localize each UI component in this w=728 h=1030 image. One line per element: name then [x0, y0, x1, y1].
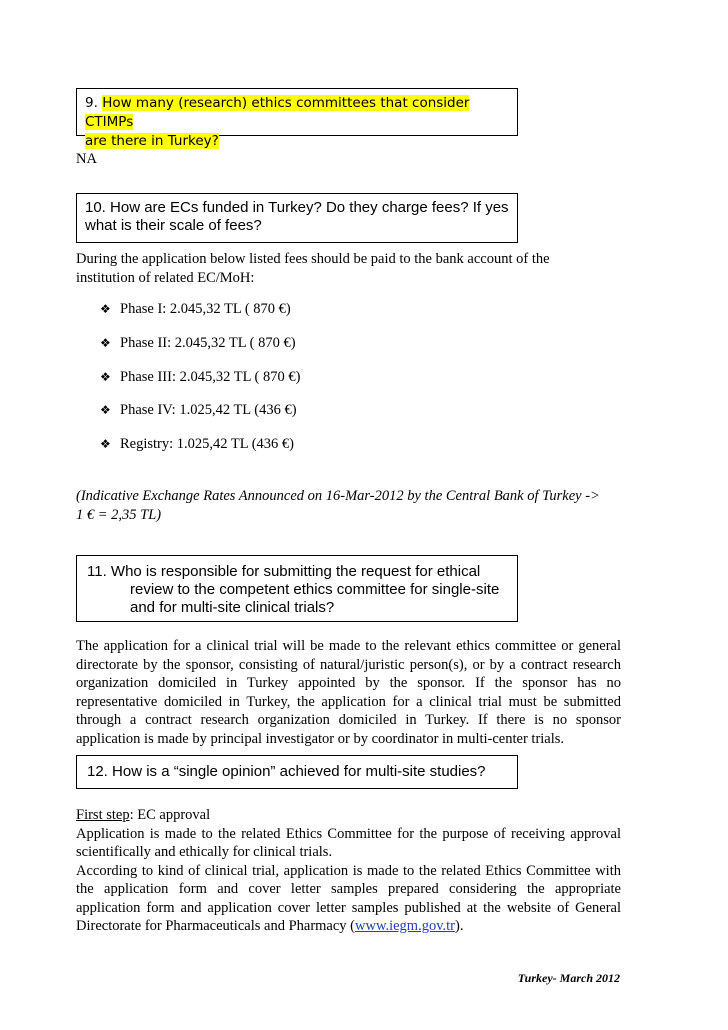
question-11-answer	[76, 637, 621, 748]
answer-line: the application form and cover letter samples prepared considering the appropriate	[76, 881, 621, 897]
answer-line: application is made by principal investigator or by coordinator in multi-center trials.	[76, 730, 565, 747]
last-line-prefix: Directorate for Pharmaceuticals and Pharmacy (	[76, 918, 355, 934]
question-9-number: 9.	[85, 95, 98, 111]
question-9-text-line2: are there in Turkey?	[85, 133, 219, 149]
diamond-bullet-icon: ❖	[100, 302, 111, 316]
note-line2: 1 € = 2,35 TL)	[76, 506, 162, 523]
question-10-line2: what is their scale of fees?	[85, 217, 262, 234]
answer-line: According to kind of clinical trial, application is made to the related Ethics Committee with	[76, 862, 621, 879]
diamond-bullet-icon: ❖	[100, 370, 111, 384]
answer-line: directorate by the sponsor, consisting of natural/juristic person(s), or by a contract research	[76, 656, 621, 673]
question-11-box	[76, 555, 518, 622]
answer-line: through a contract research organization domiciled in Turkey. If there is no sponsor	[76, 712, 621, 728]
iegm-website-link[interactable]: www.iegm.gov.tr	[355, 918, 456, 934]
note-line1: (Indicative Exchange Rates Announced on 16-Mar-2012 by the Central Bank of Turkey ->	[76, 488, 600, 504]
fee-item	[100, 436, 294, 453]
exchange-rate-note	[76, 487, 621, 524]
question-12-box	[76, 755, 518, 789]
question-10-box	[76, 193, 518, 243]
fee-item	[100, 402, 297, 419]
fee-item	[100, 301, 291, 318]
question-9-line2	[85, 132, 517, 151]
answer-line: representative domiciled in Turkey, the application for a clinical trial must be submitted	[76, 693, 621, 710]
answer-line: organization domiciled in Turkey appointed by the sponsor. If the sponsor has no	[76, 675, 621, 691]
answer-line: scientifically and ethically for clinical trials.	[76, 844, 333, 860]
question-12-text: 12. How is a “single opinion” achieved for multi-site studies?	[87, 763, 486, 780]
question-12-answer	[76, 806, 621, 936]
answer-last-line	[76, 917, 621, 936]
fee-item	[100, 369, 300, 386]
question-11-line1: 11. Who is responsible for submitting the request for ethical	[87, 563, 481, 580]
answer-line: application form and application cover letter samples published at the website of General	[76, 899, 621, 916]
question-11-line2: review to the competent ethics committee for single-site	[130, 581, 500, 598]
fee-text: Phase II: 2.045,32 TL ( 870 €)	[120, 335, 296, 351]
first-step-label: First step	[76, 807, 130, 823]
page-footer: Turkey- March 2012	[517, 971, 620, 985]
fee-text: Registry: 1.025,42 TL (436 €)	[120, 436, 294, 452]
fee-text: Phase IV: 1.025,42 TL (436 €)	[120, 402, 297, 418]
fee-item	[100, 335, 296, 352]
first-step-rest: : EC approval	[129, 807, 211, 823]
answer-line: The application for a clinical trial will be made to the relevant ethics committee or general	[76, 638, 621, 654]
first-step-line	[76, 806, 621, 825]
question-11-line3: and for multi-site clinical trials?	[130, 599, 335, 616]
question-10-line1: 10. How are ECs funded in Turkey? Do they charge fees? If yes	[85, 199, 509, 216]
fee-text: Phase III: 2.045,32 TL ( 870 €)	[120, 369, 301, 385]
last-line-suffix: ).	[455, 918, 464, 934]
diamond-bullet-icon: ❖	[100, 403, 111, 417]
question-9-line1	[85, 94, 517, 132]
fee-text: Phase I: 2.045,32 TL ( 870 €)	[120, 301, 291, 317]
answer-line: Application is made to the related Ethics Committee for the purpose of receiving approval	[76, 825, 621, 842]
question-10-intro	[76, 250, 621, 287]
diamond-bullet-icon: ❖	[100, 336, 111, 350]
diamond-bullet-icon: ❖	[100, 437, 111, 451]
question-9-box	[76, 88, 518, 149]
intro-line1: During the application below listed fees should be paid to the bank account of the	[76, 251, 550, 267]
intro-line2: institution of related EC/MoH:	[76, 269, 255, 286]
question-9-text-line1: How many (research) ethics committees that consider CTIMPs	[85, 95, 470, 130]
question-9-answer: NA	[76, 151, 97, 167]
